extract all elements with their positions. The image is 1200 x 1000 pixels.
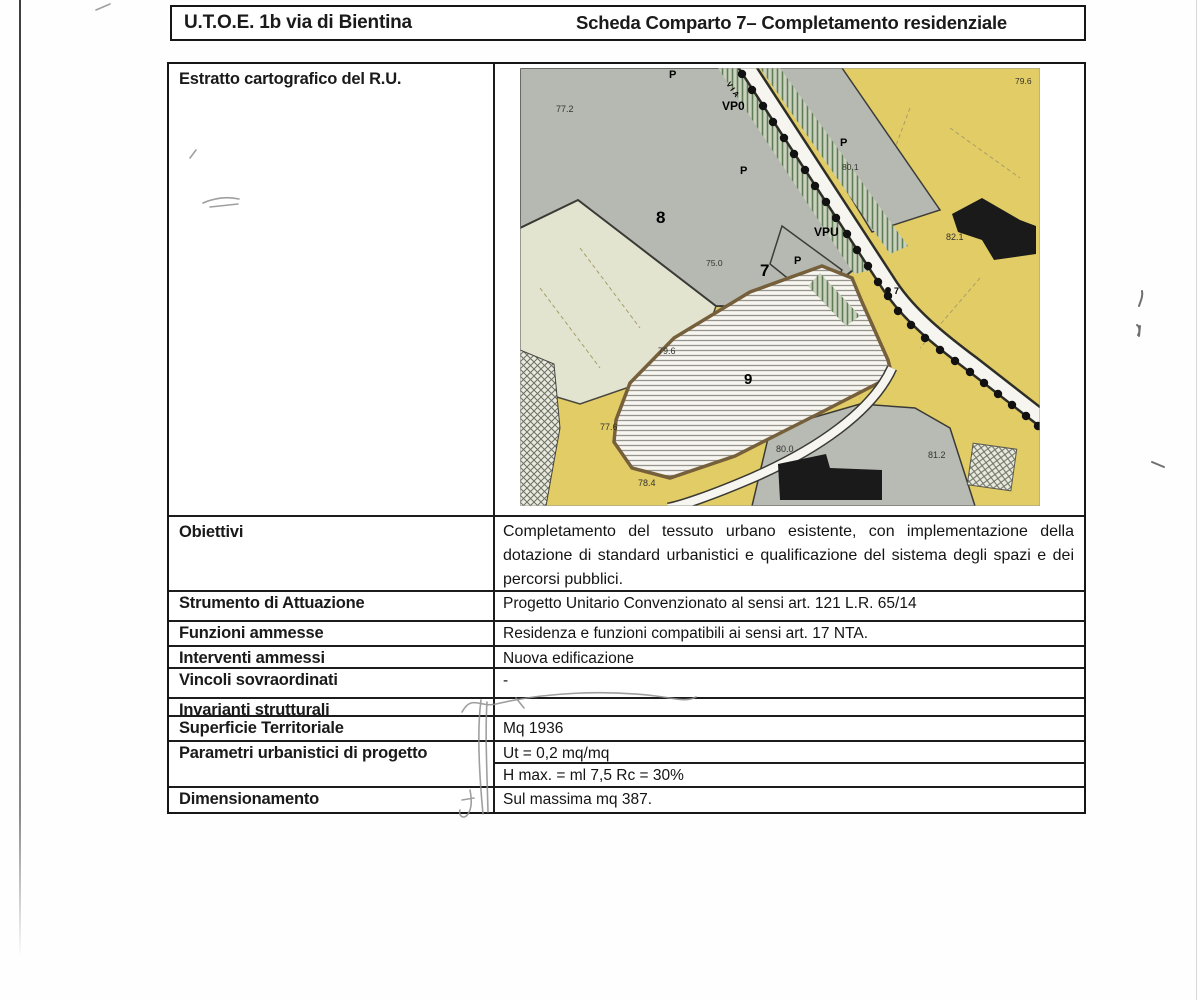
map-elev-75-0: 75.0 [706, 258, 723, 268]
scan-right-edge-line [1196, 0, 1197, 1000]
map-vp0-label: VP0 [722, 99, 745, 113]
row-dimensionamento-value: Sul massima mq 387. [503, 791, 653, 808]
scan-page-edge-line [19, 0, 21, 958]
map-vpu-label: VPU [814, 225, 839, 239]
row-superficie-label: Superficie Territoriale [169, 717, 495, 742]
row-estratto-map-cell [495, 64, 1084, 517]
row-invarianti-label: Invarianti strutturali [169, 699, 495, 717]
map-hatch-square [967, 443, 1016, 491]
utoe-title: U.T.O.E. 1b via di Bientina [184, 12, 412, 33]
sheet-header [170, 5, 1086, 41]
row-strumento-value: Progetto Unitario Convenzionato al sensi art. 121 L.R. 65/14 [495, 592, 1084, 622]
map-elev-80-0: 80.0 [776, 444, 794, 454]
row-parametri-label: Parametri urbanistici di progetto [169, 742, 495, 788]
map-zone-8-label: 8 [656, 208, 666, 227]
map-elev-77-6: 77.6 [600, 422, 618, 432]
row-invarianti-value [495, 699, 1084, 717]
map-parking-label-2: P [740, 165, 748, 177]
map-elev-78-4: 78.4 [638, 478, 656, 488]
map-parking-label-4: P [794, 255, 802, 267]
row-strumento-label: Strumento di Attuazione [169, 592, 495, 622]
map-elev-77-2: 77.2 [556, 104, 574, 114]
cartographic-extract-map [520, 68, 1040, 506]
scan-mark-speck [1137, 325, 1140, 336]
row-vincoli-label: Vincoli sovraordinati [169, 669, 495, 699]
map-parking-label-3: P [840, 137, 848, 149]
row-dimensionamento-label: Dimensionamento [169, 788, 495, 812]
map-junction-dot [885, 287, 891, 293]
map-road-name-label: VIA [724, 79, 743, 101]
map-junction-7-label: 7 [894, 286, 900, 296]
scheda-title: Scheda Comparto 7– Completamento residenziale [576, 12, 1008, 33]
map-elev-79-6: 79.6 [658, 346, 676, 356]
row-estratto-label: Estratto cartografico del R.U. [169, 64, 495, 517]
map-elev-82-1: 82.1 [946, 232, 964, 242]
map-elev-81-2: 81.2 [928, 450, 946, 460]
row-interventi-label: Interventi ammessi [169, 647, 495, 669]
row-funzioni-value: Residenza e funzioni compatibili ai sensi art. 17 NTA. [495, 622, 1084, 647]
map-zone-9-label: 9 [744, 371, 753, 388]
row-interventi-value: Nuova edificazione [495, 647, 1084, 669]
row-parametri-value-hmax: H max. = ml 7,5 Rc = 30% [495, 764, 1084, 788]
row-obiettivi-label: Obiettivi [169, 517, 495, 592]
map-svg [520, 68, 1040, 506]
row-obiettivi-value: Completamento del tessuto urbano esistente, con implementazione della dotazione di standard urbanistici e qualificazione del sistema degli spazi e dei percorsi pubblici. [495, 517, 1084, 592]
scheda-table [167, 62, 1086, 814]
scan-mark-apostrophe [1139, 291, 1142, 306]
map-elev-79-6-tr: 79.6 [1015, 76, 1032, 86]
map-zone-7-label: 7 [760, 261, 770, 280]
row-parametri-value-ut: Ut = 0,2 mq/mq [495, 742, 1084, 764]
row-superficie-value: Mq 1936 [495, 717, 1084, 742]
row-funzioni-label: Funzioni ammesse [169, 622, 495, 647]
row-vincoli-value: - [495, 669, 1084, 699]
map-parking-label-1: P [669, 69, 677, 81]
pencil-tick-top-left [96, 4, 110, 10]
scan-mark-dash [1152, 462, 1164, 467]
map-elev-80-1: 80.1 [842, 162, 859, 172]
